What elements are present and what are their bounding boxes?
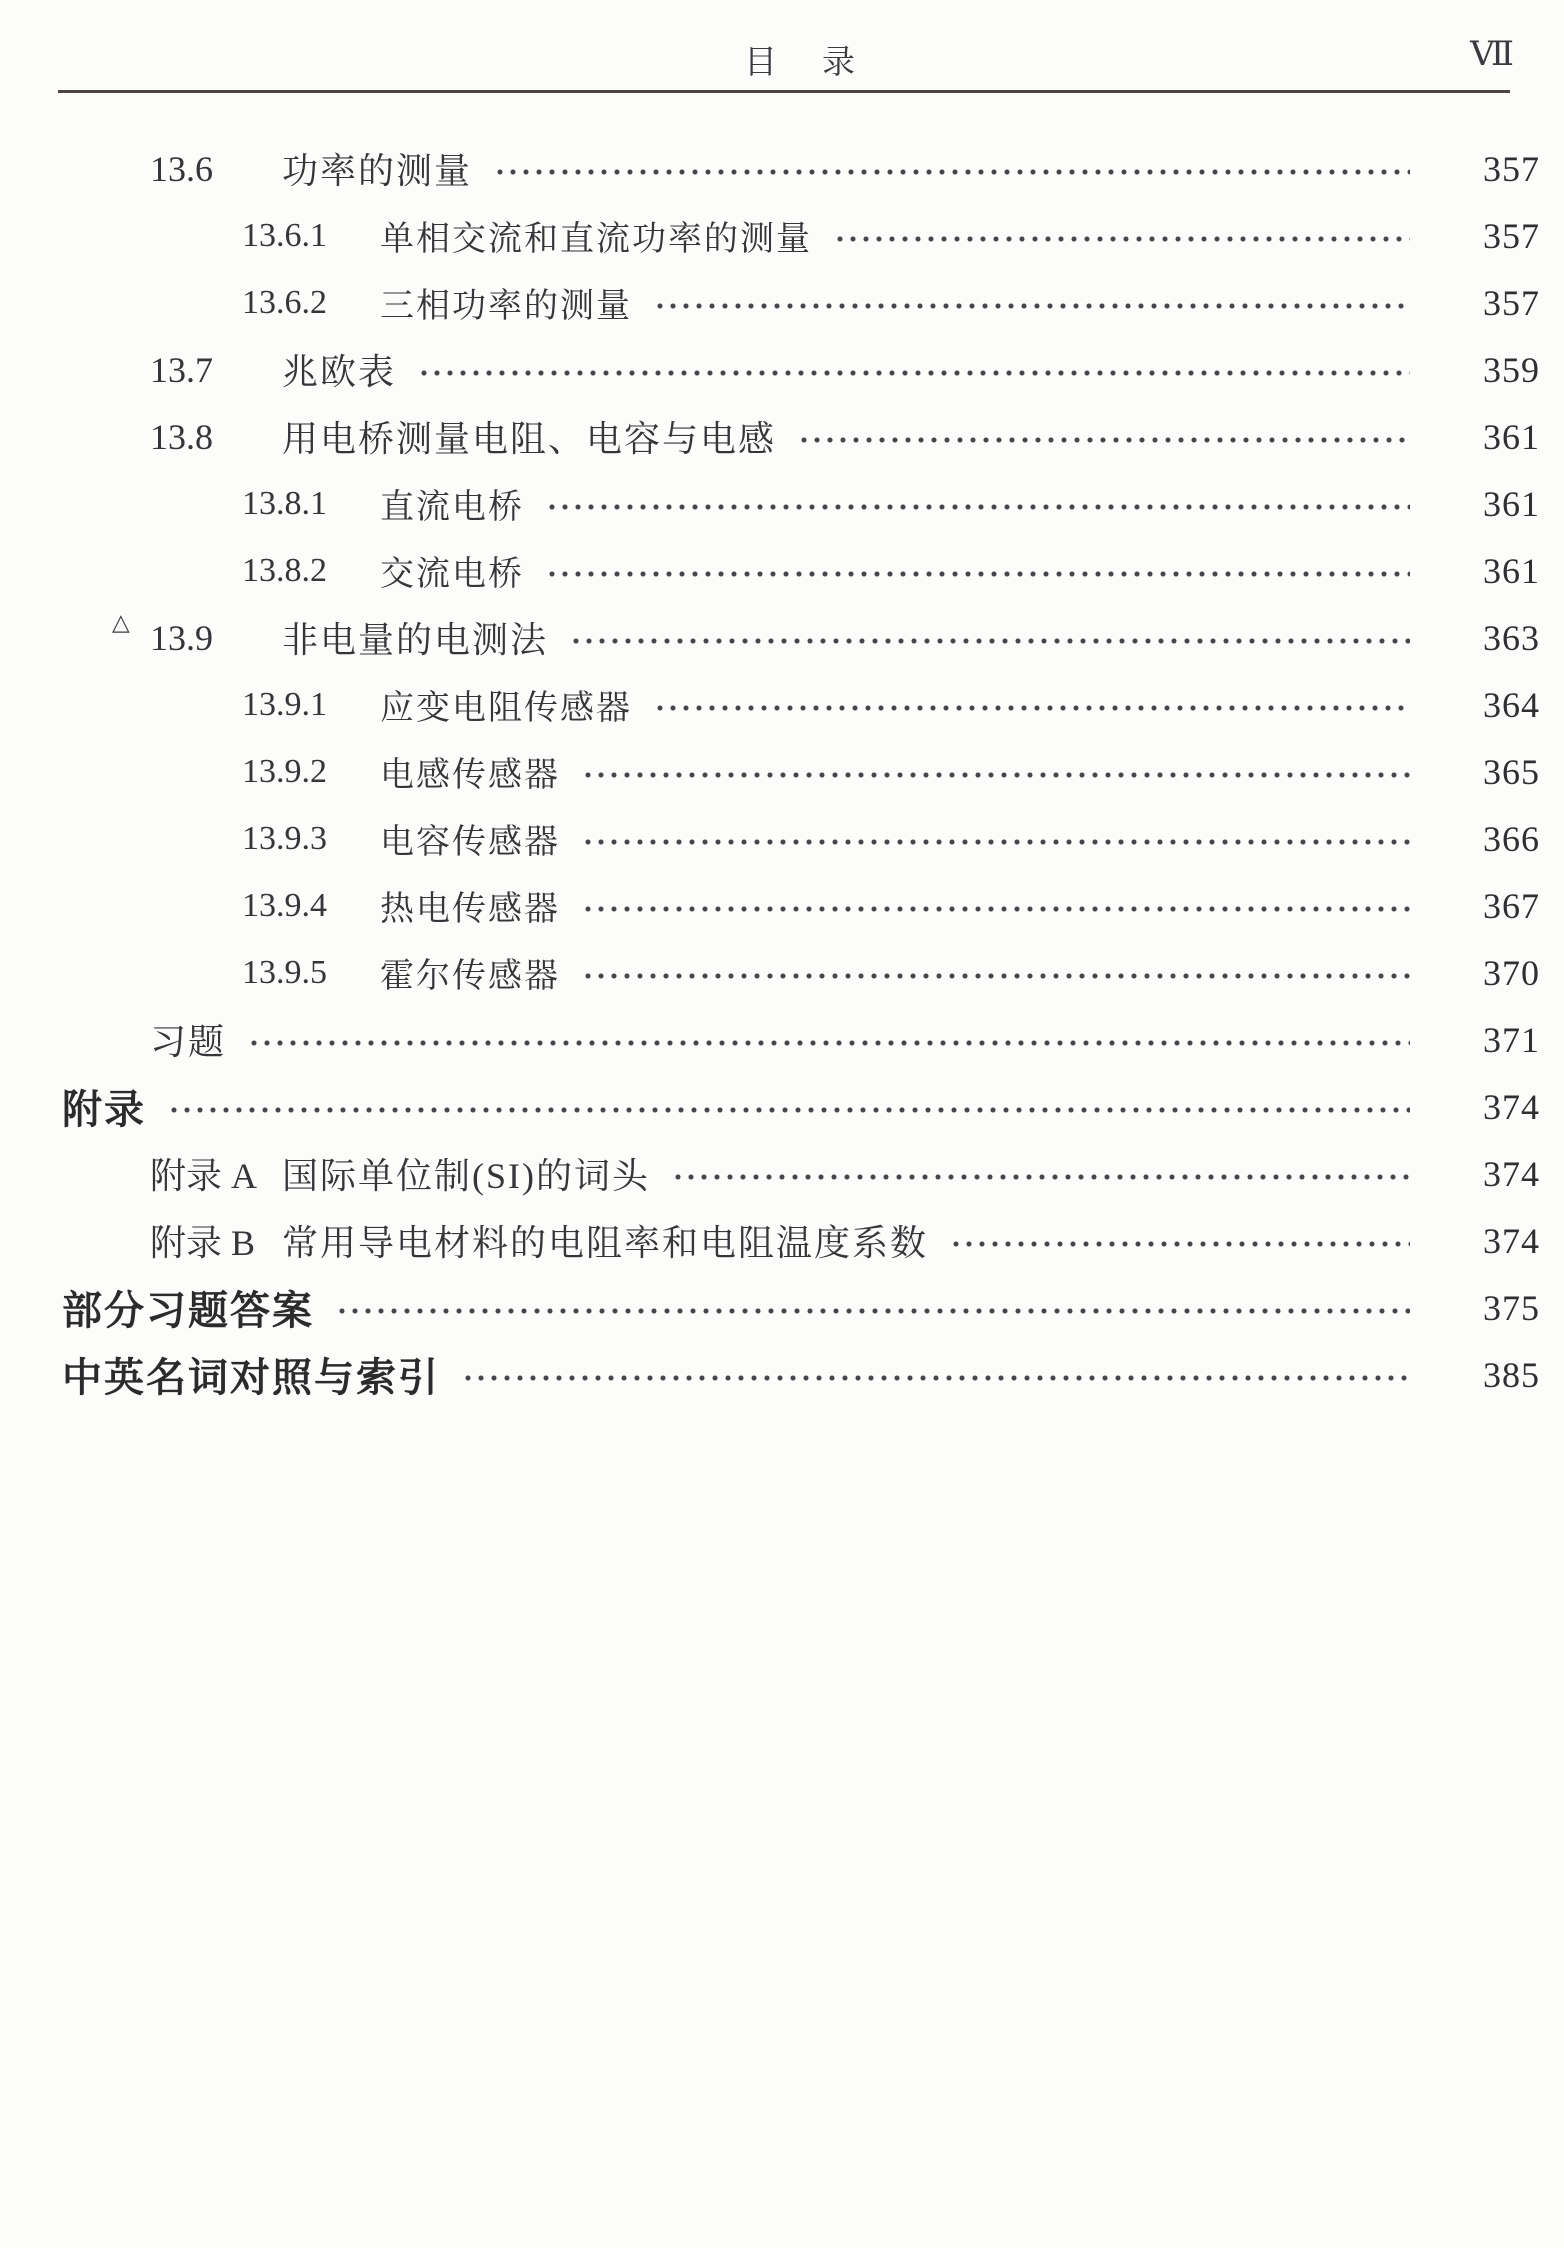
entry-number: 13.7: [150, 349, 213, 390]
dot-leader: [656, 704, 1410, 712]
dot-leader: [800, 436, 1410, 444]
toc-entry: [0, 872, 1564, 939]
dot-leader: [656, 302, 1410, 310]
dot-leader: [584, 972, 1410, 980]
section-marker-icon: △: [112, 610, 130, 636]
entry-title: 非电量的电测法: [282, 620, 549, 660]
toc-entry: [0, 1140, 1564, 1207]
entry-page-number: 359: [1483, 349, 1540, 390]
dot-leader: [548, 503, 1410, 511]
entry-page-number: 375: [1483, 1287, 1540, 1328]
dot-leader: [674, 1173, 1410, 1181]
entry-title: 常用导电材料的电阻率和电阻温度系数: [282, 1223, 929, 1263]
toc-entry: [0, 403, 1564, 470]
entry-page-number: 367: [1483, 885, 1540, 926]
entry-title: 热电传感器: [380, 891, 560, 928]
entry-title: 用电桥测量电阻、电容与电感: [282, 419, 777, 459]
entry-title: 应变电阻传感器: [380, 690, 632, 727]
dot-leader: [584, 838, 1410, 846]
toc-entry: [0, 1073, 1564, 1140]
toc-entry: [0, 1274, 1564, 1341]
entry-page-number: 370: [1483, 952, 1540, 993]
entry-title: 习题: [150, 1022, 227, 1062]
entry-number: 13.8.1: [242, 484, 327, 522]
entry-number: 13.6.2: [242, 283, 327, 321]
dot-leader: [464, 1374, 1410, 1382]
entry-page-number: 361: [1483, 416, 1540, 457]
entry-title: 附录: [62, 1088, 146, 1132]
entry-title: 国际单位制(SI)的词头: [282, 1156, 650, 1196]
entry-number: 13.6.1: [242, 216, 327, 254]
dot-leader: [170, 1106, 1410, 1114]
toc-list: [0, 135, 1564, 1408]
toc-entry: [0, 671, 1564, 738]
page-title: 目 录: [744, 45, 861, 81]
toc-entry: [0, 604, 1564, 671]
dot-leader: [836, 235, 1410, 243]
header-page-number: Ⅶ: [1470, 36, 1514, 73]
toc-entry: [0, 470, 1564, 537]
entry-number: 13.9: [150, 617, 213, 658]
dot-leader: [584, 905, 1410, 913]
entry-page-number: 361: [1483, 550, 1540, 591]
entry-page-number: 371: [1483, 1019, 1540, 1060]
header-divider: [58, 90, 1510, 93]
dot-leader: [548, 570, 1410, 578]
entry-title: 部分习题答案: [62, 1289, 314, 1333]
entry-title: 兆欧表: [282, 352, 397, 392]
entry-number: 13.9.3: [242, 819, 327, 857]
toc-entry: [0, 1006, 1564, 1073]
entry-number: 13.9.4: [242, 886, 327, 924]
toc-entry: [0, 135, 1564, 202]
toc-entry: [0, 939, 1564, 1006]
entry-page-number: 357: [1483, 282, 1540, 323]
toc-entry: [0, 336, 1564, 403]
dot-leader: [572, 637, 1410, 645]
entry-number: 13.8.2: [242, 551, 327, 589]
entry-title: 霍尔传感器: [380, 958, 560, 995]
entry-title: 交流电桥: [380, 556, 524, 593]
toc-entry: [0, 269, 1564, 336]
entry-page-number: 374: [1483, 1220, 1540, 1261]
entry-page-number: 361: [1483, 483, 1540, 524]
entry-title: 单相交流和直流功率的测量: [380, 221, 812, 258]
entry-number: 附录 B: [150, 1223, 256, 1263]
entry-title: 中英名词对照与索引: [62, 1356, 440, 1400]
entry-number: 13.8: [150, 416, 213, 457]
entry-number: 13.9.5: [242, 953, 327, 991]
dot-leader: [250, 1039, 1410, 1047]
toc-entry: [0, 537, 1564, 604]
dot-leader: [496, 168, 1410, 176]
entry-number: 13.9.2: [242, 752, 327, 790]
dot-leader: [420, 369, 1410, 377]
entry-page-number: 374: [1483, 1086, 1540, 1127]
dot-leader: [338, 1307, 1410, 1315]
entry-title: 功率的测量: [282, 151, 473, 191]
dot-leader: [584, 771, 1410, 779]
toc-entry: [0, 1341, 1564, 1408]
toc-entry: [0, 738, 1564, 805]
entry-page-number: 364: [1483, 684, 1540, 725]
toc-entry: [0, 202, 1564, 269]
entry-page-number: 357: [1483, 148, 1540, 189]
entry-page-number: 363: [1483, 617, 1540, 658]
entry-number: 附录 A: [150, 1156, 257, 1196]
dot-leader: [952, 1240, 1410, 1248]
toc-entry: [0, 805, 1564, 872]
entry-number: 13.9.1: [242, 685, 327, 723]
entry-page-number: 366: [1483, 818, 1540, 859]
entry-title: 直流电桥: [380, 489, 524, 526]
entry-page-number: 357: [1483, 215, 1540, 256]
entry-title: 电感传感器: [380, 757, 560, 794]
toc-entry: [0, 1207, 1564, 1274]
entry-title: 三相功率的测量: [380, 288, 632, 325]
entry-title: 电容传感器: [380, 824, 560, 861]
entry-page-number: 374: [1483, 1153, 1540, 1194]
entry-page-number: 385: [1483, 1354, 1540, 1395]
entry-number: 13.6: [150, 148, 213, 189]
page-header: [0, 0, 1564, 90]
entry-page-number: 365: [1483, 751, 1540, 792]
